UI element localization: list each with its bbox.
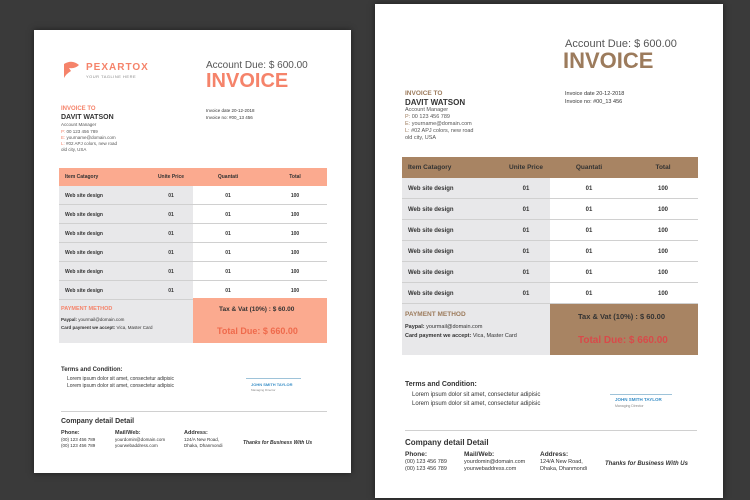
cell-total: 100 <box>290 230 300 237</box>
signature-name: JOHN SMITH TAYLOR <box>251 382 293 387</box>
thanks-note: Thanks for Business With Us <box>605 461 688 467</box>
card-line: Card payment we accept: Vica, Master Card <box>61 325 153 330</box>
paypal-line: Paypal: yourmail@domain.com <box>61 317 125 322</box>
company-phone-2: (00) 123 456 789 <box>61 443 96 448</box>
cell-category: Web site design <box>65 192 103 199</box>
cell-qty: 01 <box>585 290 593 297</box>
company-web-label: Mail/Web: <box>464 451 495 458</box>
company-address-1: 124/A New Road, <box>540 459 583 465</box>
table-row <box>402 241 698 262</box>
cell-total: 100 <box>657 185 668 192</box>
terms-line-2: Lorem ipsum dolor sit amet, consectetur adipisic <box>412 401 541 407</box>
company-address-label: Address: <box>540 451 569 458</box>
account-due: Account Due: $ 600.00 <box>565 38 677 50</box>
cell-total: 100 <box>290 192 300 199</box>
client-email: E: yourname@domain.com <box>61 135 116 140</box>
cell-qty: 01 <box>225 249 231 256</box>
table-row <box>402 262 698 283</box>
cell-total: 100 <box>657 206 668 213</box>
cell-total: 100 <box>290 249 300 256</box>
table-row <box>402 283 698 304</box>
col-header-qty: Quantati <box>575 164 603 171</box>
terms-line-1: Lorem ipsum dolor sit amet, consectetur adipisic <box>412 392 541 398</box>
col-header-total: Total <box>289 174 301 180</box>
invoice-title: INVOICE <box>206 70 289 92</box>
company-phone-2: (00) 123 456 789 <box>405 466 447 472</box>
cell-total: 100 <box>657 290 668 297</box>
total-due: Total Due: $ 660.00 <box>217 326 298 336</box>
cell-qty: 01 <box>585 227 593 234</box>
cell-qty: 01 <box>585 248 593 255</box>
col-header-price: Unite Price <box>509 164 543 171</box>
cell-price: 01 <box>522 227 530 234</box>
cell-price: 01 <box>168 192 174 199</box>
company-phone-1: (00) 123 456 789 <box>61 437 96 442</box>
terms-line-2: Lorem ipsum dolor sit amet, consectetur adipisic <box>67 383 174 389</box>
cell-category: Web site design <box>408 269 454 276</box>
company-mail: yourdomin@domain.com <box>115 437 166 442</box>
cell-category: Web site design <box>65 287 103 294</box>
company-web-label: Mail/Web: <box>115 430 141 436</box>
company-phone-label: Phone: <box>61 430 80 436</box>
cell-category: Web site design <box>65 268 103 275</box>
client-role: Account Manager <box>61 122 97 127</box>
table-row <box>59 186 327 205</box>
signature-name: JOHN SMITH TAYLOR <box>615 397 662 402</box>
client-phone: P: 00 123 456 789 <box>61 129 98 134</box>
table-row <box>59 205 327 224</box>
cell-total: 100 <box>290 211 300 218</box>
cell-price: 01 <box>522 206 530 213</box>
terms-label: Terms and Condition: <box>61 367 123 373</box>
company-phone-1: (00) 123 456 789 <box>405 459 447 465</box>
cell-category: Web site design <box>408 227 454 234</box>
client-role: Account Manager <box>405 107 449 113</box>
cell-total: 100 <box>657 227 668 234</box>
cell-total: 100 <box>290 287 300 294</box>
cell-category: Web site design <box>408 185 454 192</box>
client-address-2: old city, USA <box>61 147 87 152</box>
col-header-price: Unite Price <box>157 174 185 180</box>
company-web: yourwebaddress.com <box>115 443 158 448</box>
card-line: Card payment we accept: Vica, Master Card <box>405 333 517 339</box>
account-due: Account Due: $ 600.00 <box>206 60 308 71</box>
cell-qty: 01 <box>225 230 231 237</box>
cell-qty: 01 <box>225 192 231 199</box>
invoice-date: Invoice date 20-12-2018 <box>565 91 625 97</box>
cell-price: 01 <box>168 230 174 237</box>
divider <box>405 430 697 431</box>
col-header-category: Item Catagory <box>65 174 99 180</box>
logo-tagline: YOUR TAGLINE HERE <box>86 74 137 79</box>
signature-role: Managing Director <box>251 388 276 392</box>
table-row <box>59 262 327 281</box>
client-name: DAVIT WATSON <box>61 114 114 121</box>
cell-price: 01 <box>522 248 530 255</box>
signature-line <box>246 378 301 379</box>
logo-name: PEXARTOX <box>86 62 149 73</box>
invoice-page-salmon <box>34 30 351 473</box>
client-phone: P: 00 123 456 789 <box>405 114 450 120</box>
terms-line-1: Lorem ipsum dolor sit amet, consectetur adipisic <box>67 376 174 382</box>
cell-qty: 01 <box>585 269 593 276</box>
cell-total: 100 <box>657 269 668 276</box>
company-address-1: 124/A New Road, <box>184 437 220 442</box>
client-address-2: old city, USA <box>405 135 437 141</box>
cell-category: Web site design <box>408 290 454 297</box>
cell-qty: 01 <box>585 206 593 213</box>
cell-price: 01 <box>168 249 174 256</box>
col-header-total: Total <box>655 164 671 171</box>
table-header <box>402 157 698 178</box>
client-name: DAVIT WATSON <box>405 98 466 107</box>
cell-qty: 01 <box>225 211 231 218</box>
company-address-2: Dhaka, Dhanmondi <box>540 466 588 472</box>
cell-category: Web site design <box>408 248 454 255</box>
cell-total: 100 <box>657 248 668 255</box>
cell-category: Web site design <box>65 211 103 218</box>
tax-vat: Tax & Vat (10%) : $ 60.00 <box>578 312 665 321</box>
thanks-note: Thanks for Business With Us <box>243 440 313 446</box>
company-address-2: Dhaka, Dhanmondi <box>184 443 223 448</box>
table-header <box>59 168 327 186</box>
company-title: Company detail Detail <box>405 438 489 447</box>
total-due: Total Due: $ 660.00 <box>578 335 668 346</box>
table-row <box>59 224 327 243</box>
payment-method-label: PAYMENT METHOD <box>405 311 466 318</box>
cell-category: Web site design <box>408 206 454 213</box>
cell-price: 01 <box>168 287 174 294</box>
table-row <box>402 199 698 220</box>
cell-qty: 01 <box>585 185 593 192</box>
payment-method-label: PAYMENT METHOD <box>61 306 113 312</box>
invoice-date: Invoice date 20-12-2018 <box>206 108 255 113</box>
cell-price: 01 <box>522 269 530 276</box>
cell-category: Web site design <box>65 230 103 237</box>
cell-total: 100 <box>290 268 300 275</box>
company-phone-label: Phone: <box>405 451 428 458</box>
signature-role: Managing Director <box>615 404 644 408</box>
cell-price: 01 <box>522 290 530 297</box>
company-mail: yourdomin@domain.com <box>464 459 526 465</box>
cell-price: 01 <box>168 268 174 275</box>
paypal-line: Paypal: yourmail@domain.com <box>405 324 483 330</box>
invoice-to-label: INVOICE TO <box>61 106 96 112</box>
cell-price: 01 <box>522 185 530 192</box>
col-header-qty: Quantati <box>217 174 239 180</box>
invoice-title: INVOICE <box>563 48 654 73</box>
cell-price: 01 <box>168 211 174 218</box>
company-address-label: Address: <box>184 430 208 436</box>
cell-category: Web site design <box>65 249 103 256</box>
divider <box>61 411 327 412</box>
terms-label: Terms and Condition: <box>405 381 477 388</box>
table-row <box>402 178 698 199</box>
company-web: yourwebaddress.com <box>464 466 517 472</box>
table-row <box>59 243 327 262</box>
col-header-category: Item Catagory <box>408 164 452 171</box>
cell-qty: 01 <box>225 268 231 275</box>
totals-box <box>193 298 327 343</box>
invoice-page-brown <box>375 4 723 498</box>
invoice-number: Invoice no: #00_13 456 <box>565 99 623 105</box>
client-address: L: #02 APJ colors, new road <box>405 128 474 134</box>
client-address: L: #02 APJ colors, new road <box>61 141 118 146</box>
cell-qty: 01 <box>225 287 231 294</box>
invoice-to-label: INVOICE TO <box>405 90 443 97</box>
table-row <box>402 220 698 241</box>
signature-line <box>610 394 672 395</box>
company-title: Company detail Detail <box>61 418 135 425</box>
tax-vat: Tax & Vat (10%) : $ 60.00 <box>219 306 295 313</box>
client-email: E: yourname@domain.com <box>405 121 472 127</box>
logo-icon <box>62 60 82 80</box>
invoice-number: Invoice no: #00_13 456 <box>206 115 253 120</box>
